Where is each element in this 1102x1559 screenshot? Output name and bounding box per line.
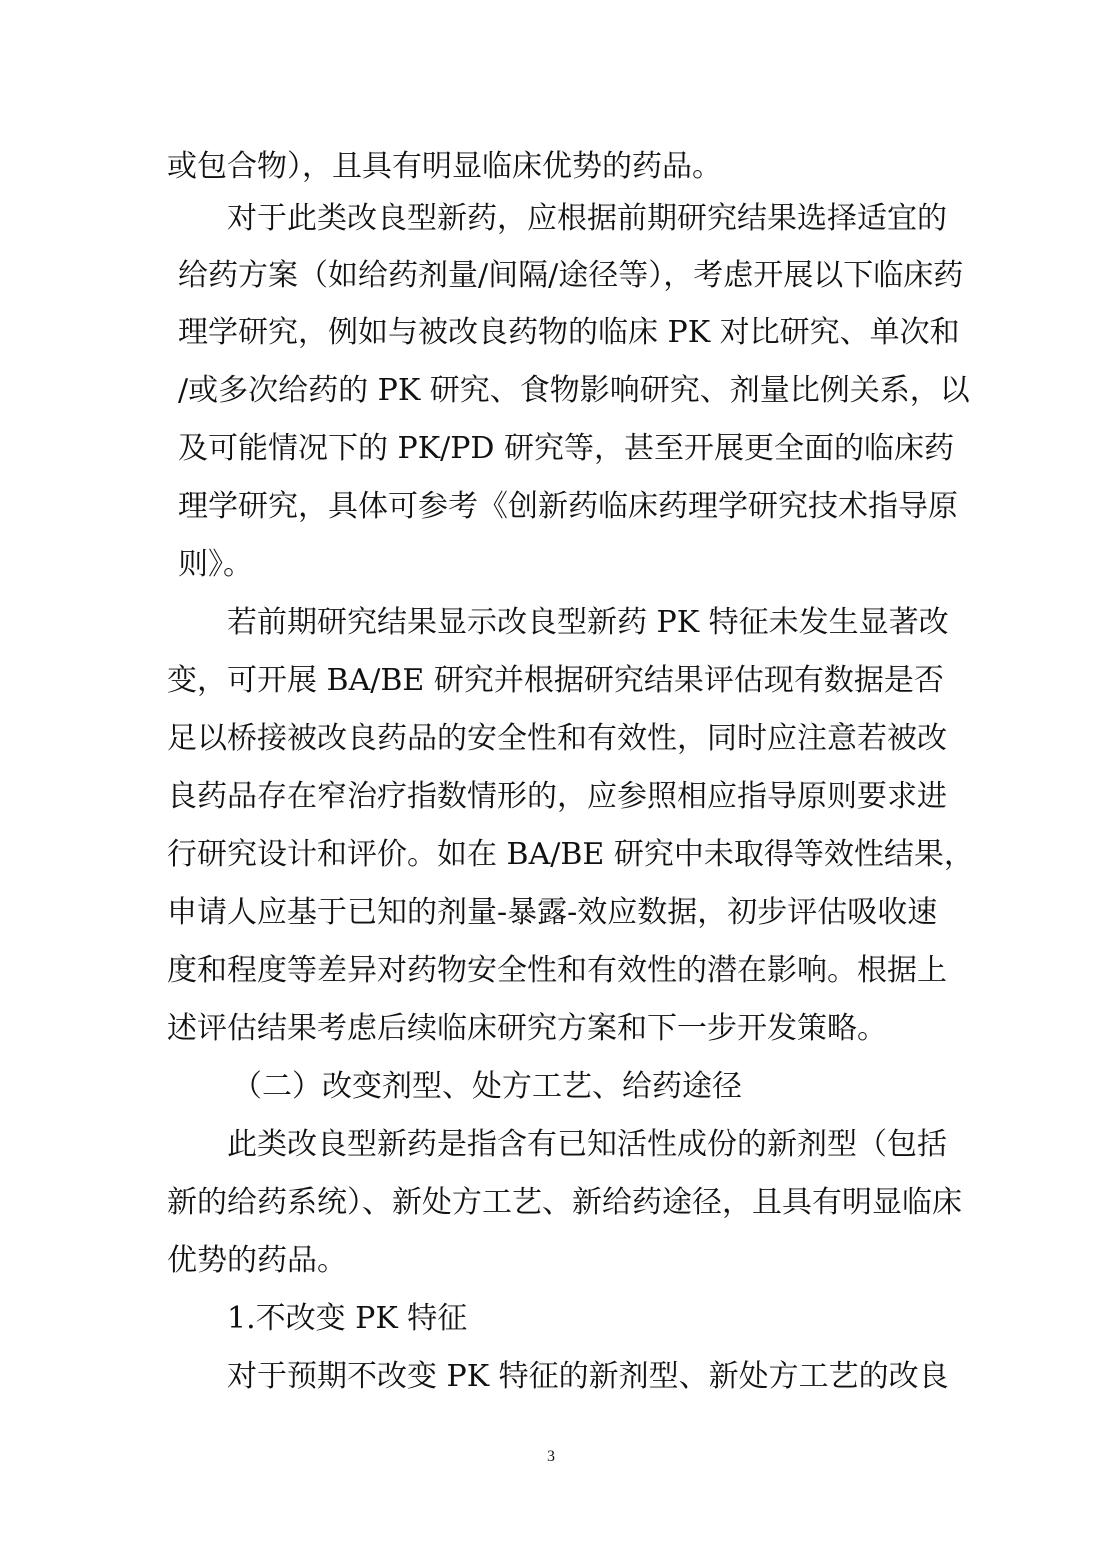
- subsection-heading: 1.不改变 PK 特征: [227, 1301, 468, 1336]
- paragraph-start-line: 对于此类改良型新药，应根据前期研究结果选择适宜的: [227, 201, 947, 236]
- section-heading: （二）改变剂型、处方工艺、给药途径: [232, 1069, 742, 1104]
- paragraph-start-line: 对于预期不改变 PK 特征的新剂型、新处方工艺的改良: [227, 1359, 949, 1394]
- body-text-line: 新的给药系统）、新处方工艺、新给药途径，且具有明显临床: [167, 1185, 962, 1220]
- body-text-line: 述评估结果考虑后续临床研究方案和下一步开发策略。: [167, 1011, 887, 1046]
- body-text-line: 或包合物），且具有明显临床优势的药品。: [167, 149, 722, 184]
- body-text-line: 良药品存在窄治疗指数情形的，应参照相应指导原则要求进: [167, 779, 947, 814]
- body-text-line: 申请人应基于已知的剂量-暴露-效应数据，初步评估吸收速: [167, 895, 938, 930]
- body-text-line: 度和程度等差异对药物安全性和有效性的潜在影响。根据上: [167, 953, 947, 988]
- body-text-line: 则》。: [178, 547, 253, 582]
- body-text-line: 优势的药品。: [167, 1243, 347, 1278]
- page-number: 3: [547, 1448, 555, 1465]
- body-text-line: 理学研究，例如与被改良药物的临床 PK 对比研究、单次和: [178, 315, 960, 350]
- body-text-line: /或多次给药的 PK 研究、食物影响研究、剂量比例关系，以: [178, 373, 970, 408]
- body-text-line: 足以桥接被改良药品的安全性和有效性，同时应注意若被改: [167, 721, 947, 756]
- paragraph-start-line: 此类改良型新药是指含有已知活性成份的新剂型（包括: [227, 1127, 947, 1162]
- body-text-line: 及可能情况下的 PK/PD 研究等，甚至开展更全面的临床药: [178, 431, 955, 466]
- body-text-line: 行研究设计和评价。如在 BA/BE 研究中未取得等效性结果，: [167, 837, 974, 872]
- paragraph-start-line: 若前期研究结果显示改良型新药 PK 特征未发生显著改: [227, 605, 949, 640]
- body-text-line: 给药方案（如给药剂量/间隔/途径等），考虑开展以下临床药: [178, 258, 964, 293]
- body-text-line: 变，可开展 BA/BE 研究并根据研究结果评估现有数据是否: [167, 663, 944, 698]
- body-text-line: 理学研究，具体可参考《创新药临床药理学研究技术指导原: [178, 489, 958, 524]
